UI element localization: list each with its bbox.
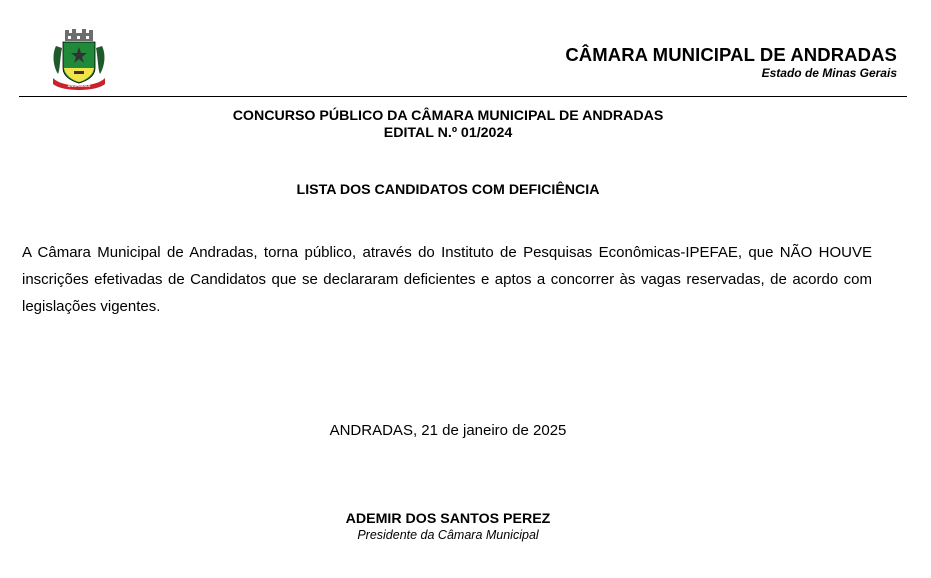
organization-subtitle: Estado de Minas Gerais — [761, 66, 897, 80]
title-line-1: CONCURSO PÚBLICO DA CÂMARA MUNICIPAL DE ANDRADAS — [232, 108, 664, 124]
body-line: legislações vigentes. — [22, 298, 161, 315]
document-title — [0, 108, 896, 142]
title-line-2: EDITAL N.º 01/2024 — [383, 125, 513, 141]
header-divider — [19, 96, 907, 97]
signer-name: ADEMIR DOS SANTOS PEREZ — [345, 511, 551, 527]
body-line: A Câmara Municipal de Andradas, torna público, através do Instituto de Pesquisas Econômicas-IPEFAE, que NÃO HOUVE — [22, 244, 872, 261]
section-title: LISTA DOS CANDIDATOS COM DEFICIÊNCIA — [296, 182, 600, 198]
signer-role: Presidente da Câmara Municipal — [357, 528, 539, 542]
place-date: ANDRADAS, 21 de janeiro de 2025 — [329, 422, 567, 439]
body-line: inscrições efetivadas de Candidatos que se declararam deficientes e aptos a concorrer às vagas reservadas, de acordo com — [22, 271, 872, 288]
svg-text:ANDRADAS: ANDRADAS — [67, 83, 91, 88]
municipal-coat-of-arms-icon — [50, 28, 108, 92]
body-paragraph — [22, 239, 872, 320]
organization-title: CÂMARA MUNICIPAL DE ANDRADAS — [565, 44, 897, 65]
